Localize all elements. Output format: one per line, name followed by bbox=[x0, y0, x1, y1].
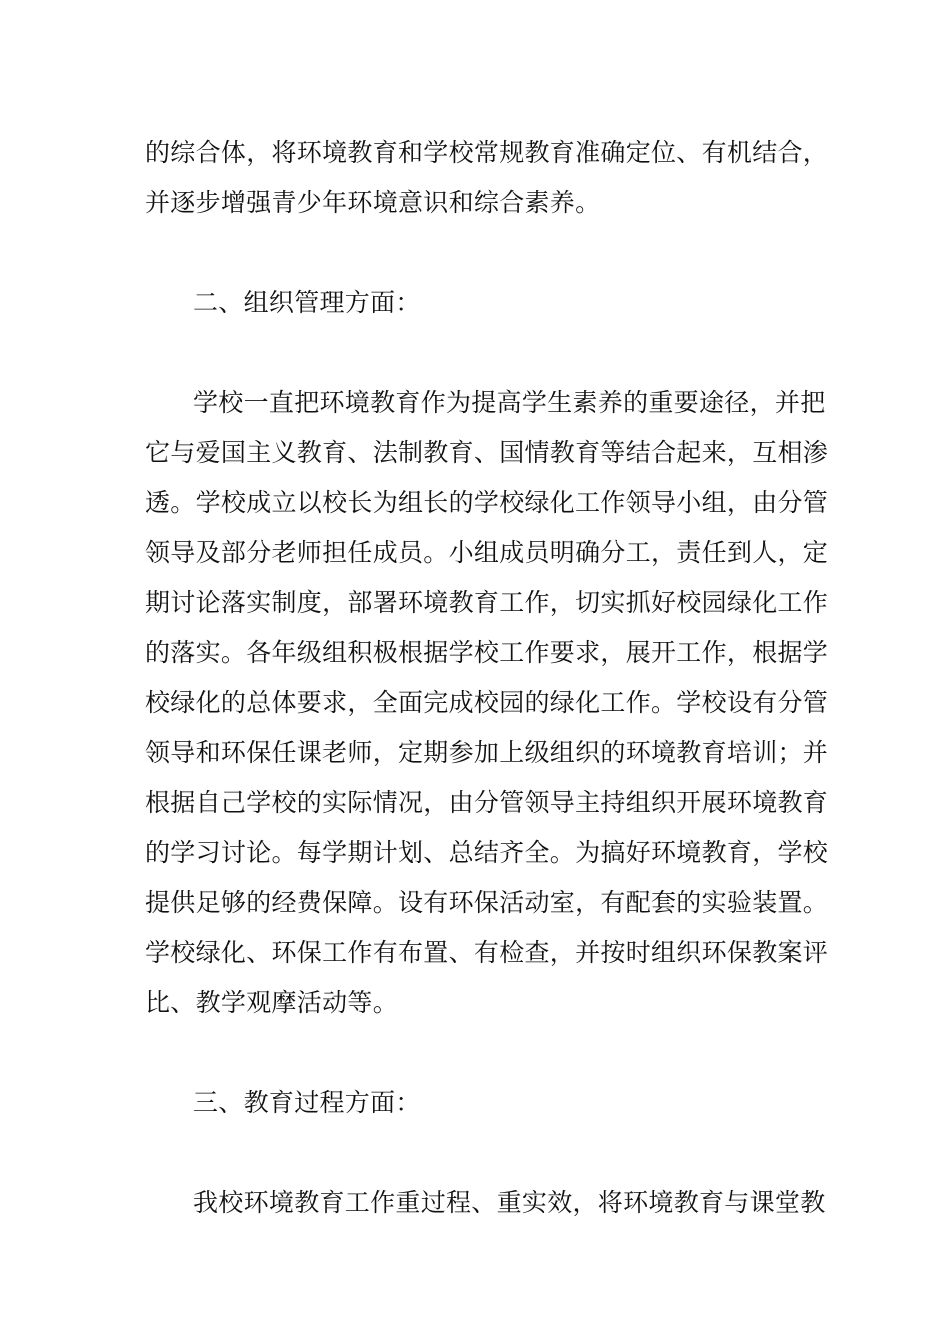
paragraph-line: 透。学校成立以校长为组长的学校绿化工作领导小组，由分管 bbox=[145, 488, 829, 517]
paragraph-line: 并逐步增强青少年环境意识和综合素养。 bbox=[145, 188, 601, 217]
paragraph-line: 的学习讨论。每学期计划、总结齐全。为搞好环境教育，学校 bbox=[145, 838, 829, 867]
paragraph-line: 提供足够的经费保障。设有环保活动室，有配套的实验装置。 bbox=[145, 888, 829, 917]
paragraph-line: 的综合体，将环境教育和学校常规教育准确定位、有机结合， bbox=[145, 138, 829, 167]
paragraph-line: 领导及部分老师担任成员。小组成员明确分工，责任到人，定 bbox=[145, 538, 829, 567]
paragraph-line: 学校一直把环境教育作为提高学生素养的重要途径，并把 bbox=[193, 388, 826, 417]
section-heading: 三、教育过程方面： bbox=[193, 1088, 421, 1117]
paragraph-line: 比、教学观摩活动等。 bbox=[145, 988, 399, 1017]
paragraph-line: 的落实。各年级组积极根据学校工作要求，展开工作，根据学 bbox=[145, 638, 829, 667]
paragraph-line: 它与爱国主义教育、法制教育、国情教育等结合起来，互相渗 bbox=[145, 438, 829, 467]
paragraph-line: 根据自己学校的实际情况，由分管领导主持组织开展环境教育 bbox=[145, 788, 829, 817]
paragraph-line: 领导和环保任课老师，定期参加上级组织的环境教育培训；并 bbox=[145, 738, 829, 767]
paragraph-line: 校绿化的总体要求，全面完成校园的绿化工作。学校设有分管 bbox=[145, 688, 829, 717]
section-heading: 二、组织管理方面： bbox=[193, 288, 421, 317]
paragraph-line: 期讨论落实制度，部署环境教育工作，切实抓好校园绿化工作 bbox=[145, 588, 829, 617]
paragraph-line: 学校绿化、环保工作有布置、有检查，并按时组织环保教案评 bbox=[145, 938, 829, 967]
paragraph-line: 我校环境教育工作重过程、重实效，将环境教育与课堂教 bbox=[193, 1188, 826, 1217]
